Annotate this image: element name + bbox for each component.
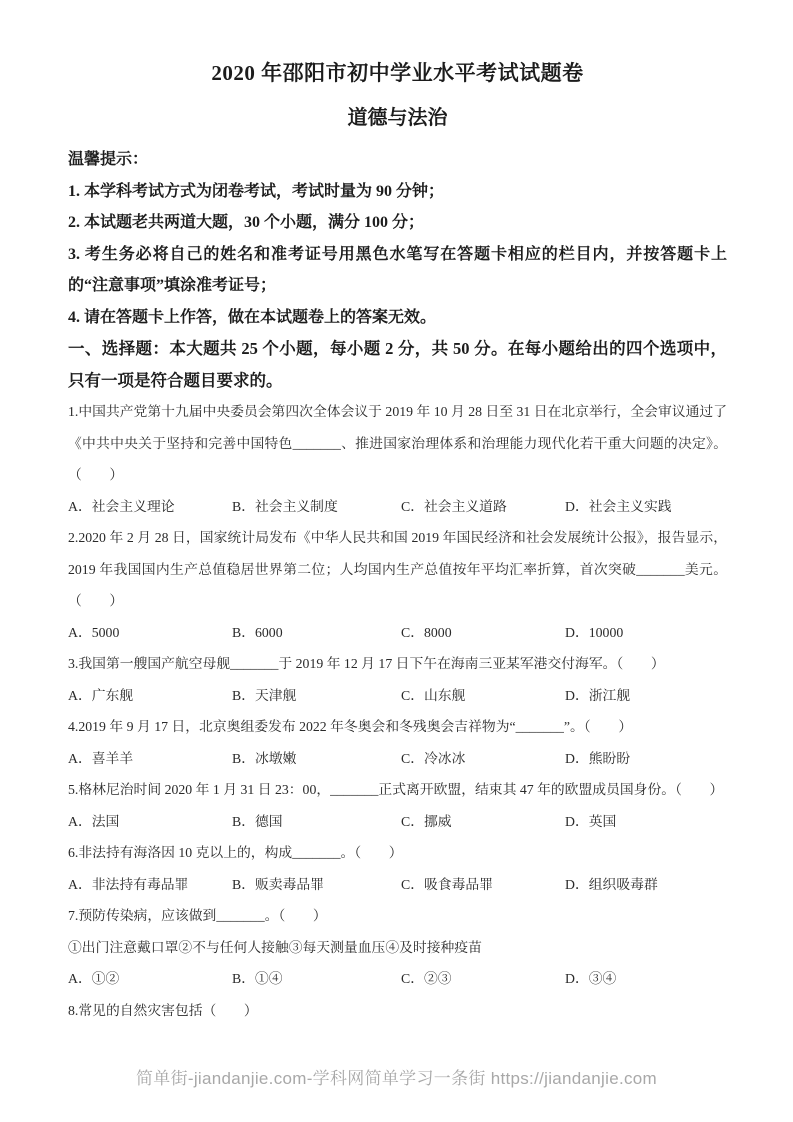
notice-heading: 温馨提示： <box>68 151 149 168</box>
question-7-option-b: B．①④ <box>232 971 283 986</box>
question-4-option-b: B．冰墩嫩 <box>232 750 297 766</box>
question-2-stem: 2.2020 年 2 月 28 日，国家统计局发布《中华人民共和国 2019 年国民经济和社会发展统计公报》，报告显示，2019 年我国国内生产总值稳居世界第二位；人均国内生产总值按年平均汇率折算，首次突破_______美元。（ ） <box>68 530 727 608</box>
question-1-stem: 1.中国共产党第十九届中央委员会第四次全体会议于 2019 年 10 月 28 日至 31 日在北京举行，全会审议通过了《中共中央关于坚持和完善中国特色_______、推进国家治理体系和治理能力现代化若干重大问题的决定》。（ ） <box>68 404 727 482</box>
question-6-stem: 6.非法持有海洛因 10 克以上的，构成_______。（ ） <box>68 845 403 860</box>
subject-title: 道德与法治 <box>347 107 448 129</box>
question-4 <box>68 711 727 774</box>
question-3-options <box>68 680 727 712</box>
question-1-option-b: B．社会主义制度 <box>232 498 338 514</box>
question-7-option-d: D．③④ <box>565 971 617 986</box>
question-7-options <box>68 963 727 995</box>
question-3-option-d: D．浙江舰 <box>565 687 631 703</box>
question-4-options <box>68 743 727 775</box>
question-7 <box>68 900 727 995</box>
notice-item-1: 1. 本学科考试方式为闭卷考试，考试时量为 90 分钟； <box>68 182 445 200</box>
question-7-numbered-items: ①出门注意戴口罩②不与任何人接触③每天测量血压④及时接种疫苗 <box>68 939 482 955</box>
question-4-stem: 4.2019 年 9 月 17 日，北京奥组委发布 2022 年冬奥会和冬残奥会吉祥物为“_______”。（ ） <box>68 719 633 734</box>
question-5-option-d: D．英国 <box>565 813 617 829</box>
question-6-option-a: A．非法持有毒品罪 <box>68 876 189 892</box>
question-7-stem: 7.预防传染病，应该做到_______。（ ） <box>68 908 327 923</box>
question-5-option-c: C．挪威 <box>401 813 452 829</box>
question-6 <box>68 837 727 900</box>
question-2-option-c: C．8000 <box>401 624 452 640</box>
question-2 <box>68 522 727 648</box>
notice-item-4: 4. 请在答题卡上作答，做在本试题卷上的答案无效。 <box>68 308 437 326</box>
question-5-options <box>68 806 727 838</box>
notice-item-2: 2. 本试题老共两道大题，30 个小题，满分 100 分； <box>68 214 425 231</box>
question-4-option-c: C．冷冰冰 <box>401 750 466 766</box>
notice-item-3: 3. 考生务必将自己的姓名和准考证号用黑色水笔写在答题卡相应的栏目内，并按答题卡上的“注意事项”填涂准考证号； <box>68 245 727 294</box>
question-2-options <box>68 617 727 649</box>
question-1-option-d: D．社会主义实践 <box>565 498 672 514</box>
question-5-option-b: B．德国 <box>232 813 283 829</box>
question-1-options <box>68 491 727 523</box>
question-3-option-a: A．广东舰 <box>68 687 134 703</box>
question-5-option-a: A．法国 <box>68 813 120 829</box>
question-6-options <box>68 869 727 901</box>
question-6-option-c: C．吸食毒品罪 <box>401 876 493 892</box>
site-watermark: 简单街-jiandanjie.com-学科网简单学习一条街 https://jiandanjie.com <box>135 1069 658 1088</box>
question-4-option-d: D．熊盼盼 <box>565 750 631 766</box>
question-5-stem: 5.格林尼治时间 2020 年 1 月 31 日 23：00，_______正式离开欧盟，结束其 47 年的欧盟成员国身份。（ ） <box>68 782 724 797</box>
question-7-option-a: A．①② <box>68 971 120 986</box>
question-8-stem: 8.常见的自然灾害包括（ ） <box>68 1002 258 1018</box>
question-2-option-a: A．5000 <box>68 624 120 640</box>
question-6-option-b: B．贩卖毒品罪 <box>232 876 324 892</box>
section-one-heading: 一、选择题：本大题共 25 个小题，每小题 2 分，共 50 分。在每小题给出的四个选项中，只有一项是符合题目要求的。 <box>68 339 727 390</box>
question-4-option-a: A．喜羊羊 <box>68 750 134 766</box>
question-6-option-d: D．组织吸毒群 <box>565 876 658 892</box>
question-1-option-c: C．社会主义道路 <box>401 498 507 514</box>
question-3-option-c: C．山东舰 <box>401 687 466 703</box>
page-title: 2020 年邵阳市初中学业水平考试试题卷 <box>211 61 584 85</box>
question-2-option-b: B．6000 <box>232 624 283 640</box>
question-5 <box>68 774 727 837</box>
question-1-option-a: A．社会主义理论 <box>68 498 175 514</box>
question-3 <box>68 648 727 711</box>
question-3-option-b: B．天津舰 <box>232 687 297 703</box>
question-2-option-d: D．10000 <box>565 624 624 640</box>
question-8 <box>68 995 727 1027</box>
question-1 <box>68 396 727 522</box>
question-3-stem: 3.我国第一艘国产航空母舰_______于 2019 年 12 月 17 日下午在海南三亚某军港交付海军。（ ） <box>68 656 665 671</box>
question-7-option-c: C．②③ <box>401 971 452 986</box>
